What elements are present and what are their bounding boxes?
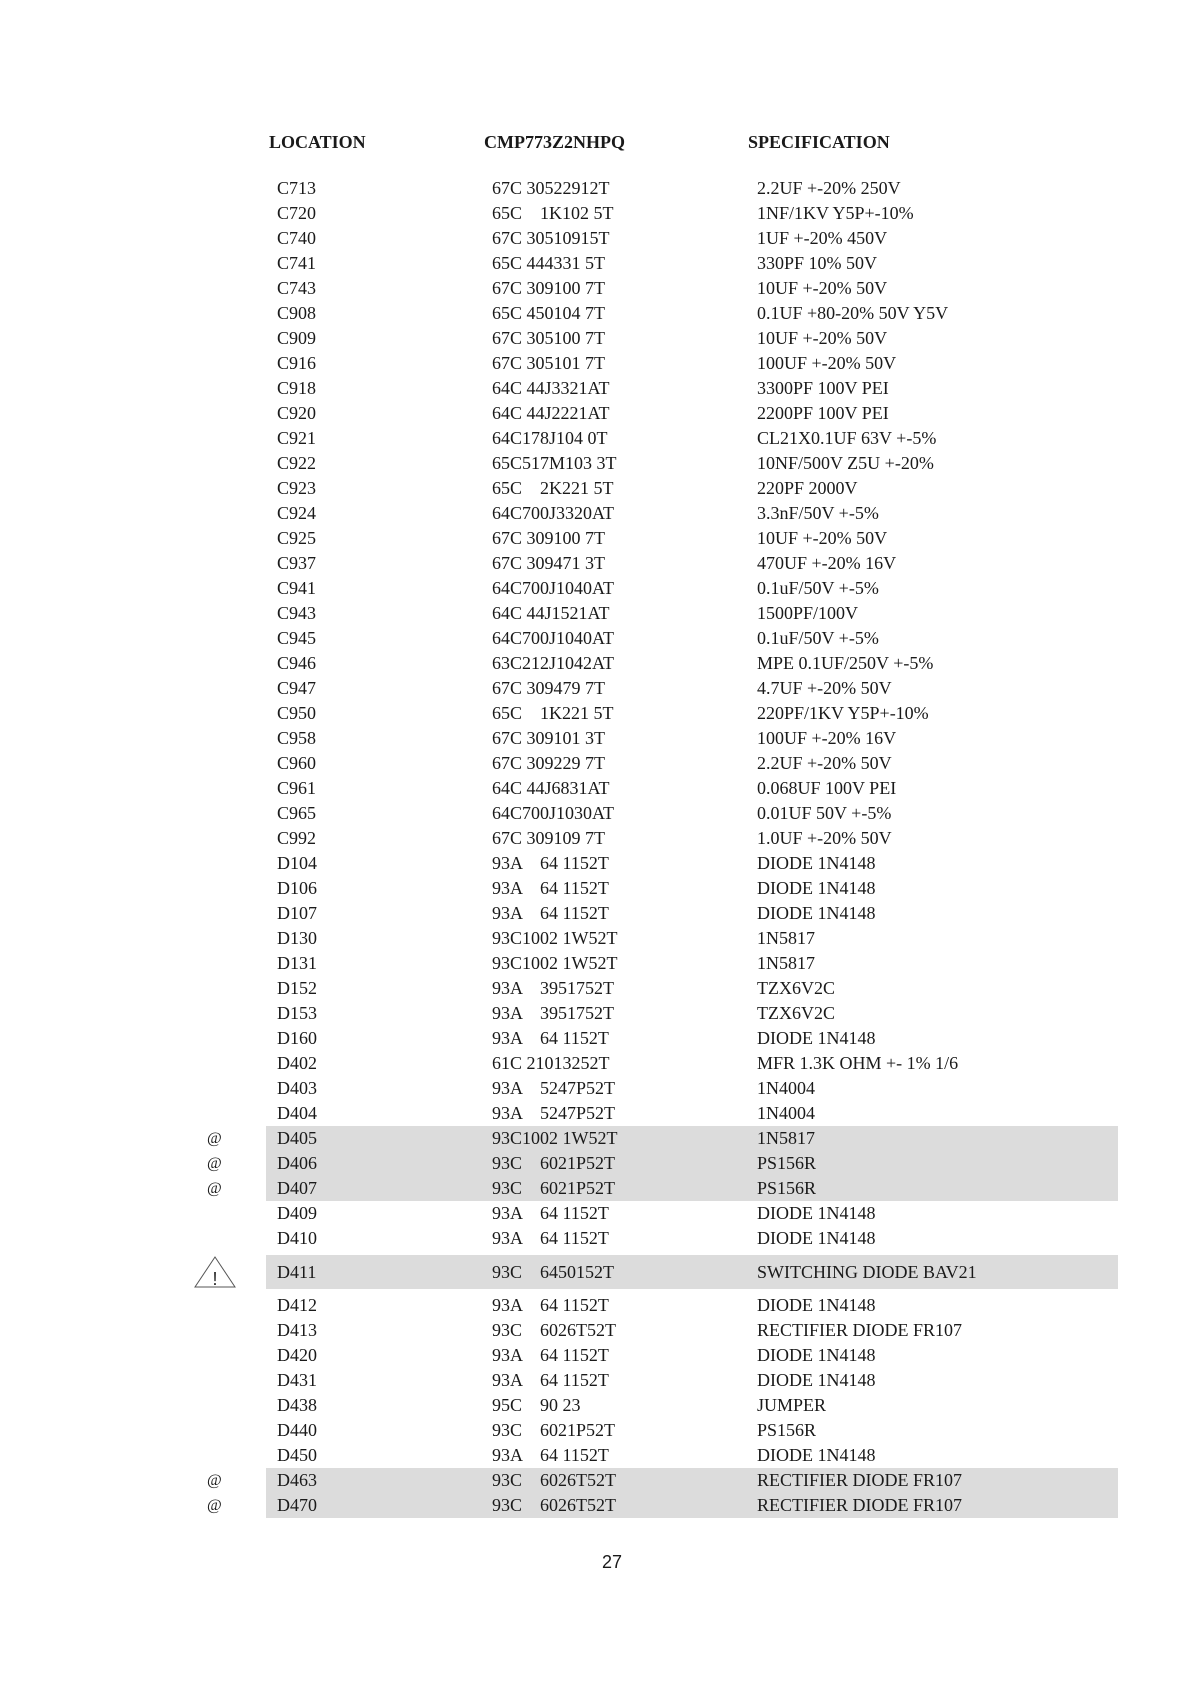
location-cell: D450 <box>277 1445 317 1465</box>
location-cell: D413 <box>277 1320 317 1340</box>
specification-cell: 2.2UF +-20% 50V <box>757 753 892 773</box>
table-row <box>0 1101 1191 1126</box>
part-number-cell: 93A 64 1152T <box>492 1295 609 1315</box>
table-row <box>0 701 1191 726</box>
part-number-cell: 64C178J104 0T <box>492 428 608 448</box>
table-row <box>0 576 1191 601</box>
location-cell: D404 <box>277 1103 317 1123</box>
part-number-cell: 93C 6021P52T <box>492 1178 616 1198</box>
specification-cell: PS156R <box>757 1178 817 1198</box>
location-cell: D440 <box>277 1420 317 1440</box>
table-row <box>0 726 1191 751</box>
specification-cell: MPE 0.1UF/250V +-5% <box>757 653 934 673</box>
table-row <box>0 1226 1191 1251</box>
part-number-cell: 93C1002 1W52T <box>492 928 618 948</box>
table-header <box>0 132 1191 156</box>
part-number-cell: 67C 309109 7T <box>492 828 606 848</box>
table-row <box>0 276 1191 301</box>
table-row <box>0 851 1191 876</box>
location-cell: D420 <box>277 1345 317 1365</box>
specification-cell: 1N5817 <box>757 953 815 973</box>
part-number-cell: 65C 2K221 5T <box>492 478 614 498</box>
part-number-cell: 93A 64 1152T <box>492 1228 609 1248</box>
table-row <box>0 1318 1191 1343</box>
part-number-cell: 93C1002 1W52T <box>492 1128 618 1148</box>
location-cell: D463 <box>277 1470 317 1490</box>
part-number-cell: 93C 6026T52T <box>492 1495 616 1515</box>
part-number-cell: 67C 309100 7T <box>492 278 606 298</box>
header-part-number: CMP773Z2NHPQ <box>484 132 625 152</box>
at-mark: @ <box>207 1180 222 1197</box>
specification-cell: 1.0UF +-20% 50V <box>757 828 892 848</box>
part-number-cell: 67C 309229 7T <box>492 753 606 773</box>
header-location: LOCATION <box>269 132 366 152</box>
table-row <box>0 826 1191 851</box>
specification-cell: DIODE 1N4148 <box>757 853 876 873</box>
table-row <box>0 1026 1191 1051</box>
part-number-cell: 65C517M103 3T <box>492 453 617 473</box>
table-row <box>0 451 1191 476</box>
row-highlight <box>266 1468 1118 1493</box>
table-row <box>0 1051 1191 1076</box>
part-number-cell: 95C 90 23 <box>492 1395 581 1415</box>
table-row <box>0 426 1191 451</box>
part-number-cell: 67C 30522912T <box>492 178 610 198</box>
specification-cell: 1N5817 <box>757 1128 815 1148</box>
part-number-cell: 65C 1K221 5T <box>492 703 614 723</box>
location-cell: C921 <box>277 428 317 448</box>
location-cell: C908 <box>277 303 317 323</box>
specification-cell: 0.068UF 100V PEI <box>757 778 897 798</box>
table-row <box>0 251 1191 276</box>
location-cell: C961 <box>277 778 317 798</box>
location-cell: C922 <box>277 453 317 473</box>
location-cell: C720 <box>277 203 317 223</box>
specification-cell: 4.7UF +-20% 50V <box>757 678 892 698</box>
location-cell: C937 <box>277 553 317 573</box>
table-row <box>0 776 1191 801</box>
table-row <box>0 401 1191 426</box>
specification-cell: 100UF +-20% 50V <box>757 353 897 373</box>
location-cell: C943 <box>277 603 317 623</box>
row-highlight <box>266 1255 1118 1289</box>
part-number-cell: 67C 309471 3T <box>492 553 606 573</box>
part-number-cell: 93A 64 1152T <box>492 1445 609 1465</box>
header-specification: SPECIFICATION <box>748 132 890 152</box>
table-row <box>0 1126 1191 1151</box>
location-cell: C713 <box>277 178 317 198</box>
location-cell: D160 <box>277 1028 317 1048</box>
part-number-cell: 64C 44J2221AT <box>492 403 610 423</box>
table-row <box>0 976 1191 1001</box>
table-row <box>0 951 1191 976</box>
location-cell: C960 <box>277 753 317 773</box>
specification-cell: 0.1uF/50V +-5% <box>757 628 879 648</box>
specification-cell: 470UF +-20% 16V <box>757 553 897 573</box>
specification-cell: 1NF/1KV Y5P+-10% <box>757 203 914 223</box>
at-mark: @ <box>207 1155 222 1172</box>
specification-cell: DIODE 1N4148 <box>757 1203 876 1223</box>
part-number-cell: 63C212J1042AT <box>492 653 615 673</box>
part-number-cell: 93A 64 1152T <box>492 1203 609 1223</box>
location-cell: D153 <box>277 1003 317 1023</box>
location-cell: C992 <box>277 828 317 848</box>
part-number-cell: 67C 309101 3T <box>492 728 606 748</box>
at-mark: @ <box>207 1472 222 1489</box>
location-cell: D438 <box>277 1395 317 1415</box>
specification-cell: 330PF 10% 50V <box>757 253 878 273</box>
location-cell: D131 <box>277 953 317 973</box>
part-number-cell: 67C 30510915T <box>492 228 610 248</box>
part-number-cell: 64C700J1040AT <box>492 628 615 648</box>
part-number-cell: 93C 6021P52T <box>492 1153 616 1173</box>
specification-cell: PS156R <box>757 1420 817 1440</box>
location-cell: D106 <box>277 878 317 898</box>
location-cell: C918 <box>277 378 317 398</box>
location-cell: C947 <box>277 678 317 698</box>
part-number-cell: 64C700J3320AT <box>492 503 615 523</box>
part-number-cell: 64C700J1030AT <box>492 803 615 823</box>
table-row <box>0 301 1191 326</box>
specification-cell: RECTIFIER DIODE FR107 <box>757 1320 963 1340</box>
specification-cell: TZX6V2C <box>757 978 835 998</box>
table-row <box>0 1176 1191 1201</box>
table-row <box>0 1001 1191 1026</box>
safety-warning-icon <box>193 1255 237 1289</box>
part-number-cell: 64C 44J1521AT <box>492 603 610 623</box>
table-row <box>0 376 1191 401</box>
location-cell: D470 <box>277 1495 317 1515</box>
location-cell: D407 <box>277 1178 317 1198</box>
specification-cell: MFR 1.3K OHM +- 1% 1/6 <box>757 1053 959 1073</box>
part-number-cell: 67C 309479 7T <box>492 678 606 698</box>
specification-cell: 0.01UF 50V +-5% <box>757 803 892 823</box>
location-cell: D410 <box>277 1228 317 1248</box>
exclamation-glyph: ! <box>212 1269 218 1289</box>
specification-cell: SWITCHING DIODE BAV21 <box>757 1262 977 1282</box>
table-row <box>0 1255 1191 1289</box>
location-cell: D409 <box>277 1203 317 1223</box>
location-cell: D411 <box>277 1262 317 1282</box>
table-row <box>0 1393 1191 1418</box>
location-cell: C941 <box>277 578 317 598</box>
specification-cell: 220PF/1KV Y5P+-10% <box>757 703 929 723</box>
part-number-cell: 93A 64 1152T <box>492 1345 609 1365</box>
location-cell: D405 <box>277 1128 317 1148</box>
location-cell: C740 <box>277 228 317 248</box>
part-number-cell: 65C 450104 7T <box>492 303 606 323</box>
location-cell: D107 <box>277 903 317 923</box>
row-highlight <box>266 1493 1118 1518</box>
table-row <box>0 1201 1191 1226</box>
table-row <box>0 351 1191 376</box>
location-cell: C909 <box>277 328 317 348</box>
specification-cell: DIODE 1N4148 <box>757 1295 876 1315</box>
part-number-cell: 93A 64 1152T <box>492 903 609 923</box>
part-number-cell: 93A 64 1152T <box>492 1028 609 1048</box>
table-row <box>0 526 1191 551</box>
location-cell: D104 <box>277 853 317 873</box>
location-cell: D402 <box>277 1053 317 1073</box>
part-number-cell: 93A 3951752T <box>492 978 615 998</box>
table-row <box>0 226 1191 251</box>
part-number-cell: 93A 5247P52T <box>492 1103 616 1123</box>
location-cell: C925 <box>277 528 317 548</box>
location-cell: C920 <box>277 403 317 423</box>
location-cell: C743 <box>277 278 317 298</box>
row-highlight <box>266 1176 1118 1201</box>
table-row <box>0 601 1191 626</box>
specification-cell: 100UF +-20% 16V <box>757 728 897 748</box>
part-number-cell: 67C 305101 7T <box>492 353 606 373</box>
part-number-cell: 67C 305100 7T <box>492 328 606 348</box>
location-cell: C741 <box>277 253 317 273</box>
at-mark: @ <box>207 1130 222 1147</box>
at-mark: @ <box>207 1497 222 1514</box>
table-row <box>0 1468 1191 1493</box>
location-cell: D152 <box>277 978 317 998</box>
part-number-cell: 67C 309100 7T <box>492 528 606 548</box>
table-row <box>0 1493 1191 1518</box>
part-number-cell: 64C 44J6831AT <box>492 778 610 798</box>
specification-cell: DIODE 1N4148 <box>757 878 876 898</box>
row-highlight <box>266 1126 1118 1151</box>
part-number-cell: 93A 64 1152T <box>492 853 609 873</box>
table-row <box>0 676 1191 701</box>
location-cell: D406 <box>277 1153 317 1173</box>
table-row <box>0 326 1191 351</box>
location-cell: D412 <box>277 1295 317 1315</box>
location-cell: C946 <box>277 653 317 673</box>
row-highlight <box>266 1151 1118 1176</box>
table-row <box>0 1368 1191 1393</box>
table-row <box>0 1418 1191 1443</box>
location-cell: C945 <box>277 628 317 648</box>
part-number-cell: 65C 444331 5T <box>492 253 606 273</box>
specification-cell: 0.1uF/50V +-5% <box>757 578 879 598</box>
table-row <box>0 926 1191 951</box>
specification-cell: 1UF +-20% 450V <box>757 228 888 248</box>
location-cell: D130 <box>277 928 317 948</box>
location-cell: D403 <box>277 1078 317 1098</box>
table-row <box>0 801 1191 826</box>
specification-cell: 1N4004 <box>757 1078 815 1098</box>
table-row <box>0 176 1191 201</box>
part-number-cell: 93C 6026T52T <box>492 1320 616 1340</box>
table-row <box>0 551 1191 576</box>
specification-cell: CL21X0.1UF 63V +-5% <box>757 428 937 448</box>
specification-cell: 1N4004 <box>757 1103 815 1123</box>
location-cell: C950 <box>277 703 317 723</box>
location-cell: C958 <box>277 728 317 748</box>
specification-cell: 2.2UF +-20% 250V <box>757 178 901 198</box>
specification-cell: DIODE 1N4148 <box>757 1445 876 1465</box>
specification-cell: JUMPER <box>757 1395 827 1415</box>
part-number-cell: 64C 44J3321AT <box>492 378 610 398</box>
specification-cell: 10UF +-20% 50V <box>757 528 888 548</box>
page-number: 27 <box>601 1552 623 1572</box>
part-number-cell: 93A 64 1152T <box>492 878 609 898</box>
specification-cell: RECTIFIER DIODE FR107 <box>757 1495 963 1515</box>
parts-table <box>0 176 1191 1518</box>
table-row <box>0 1076 1191 1101</box>
specification-cell: PS156R <box>757 1153 817 1173</box>
part-number-cell: 93A 5247P52T <box>492 1078 616 1098</box>
table-row <box>0 1343 1191 1368</box>
part-number-cell: 93C 6450152T <box>492 1262 615 1282</box>
part-number-cell: 65C 1K102 5T <box>492 203 614 223</box>
part-number-cell: 93C 6026T52T <box>492 1470 616 1490</box>
location-cell: C923 <box>277 478 317 498</box>
specification-cell: 10UF +-20% 50V <box>757 278 888 298</box>
specification-cell: 10UF +-20% 50V <box>757 328 888 348</box>
part-number-cell: 61C 21013252T <box>492 1053 610 1073</box>
specification-cell: 10NF/500V Z5U +-20% <box>757 453 934 473</box>
table-row <box>0 1151 1191 1176</box>
specification-cell: DIODE 1N4148 <box>757 903 876 923</box>
specification-cell: DIODE 1N4148 <box>757 1345 876 1365</box>
specification-cell: RECTIFIER DIODE FR107 <box>757 1470 963 1490</box>
table-row <box>0 651 1191 676</box>
specification-cell: 3300PF 100V PEI <box>757 378 889 398</box>
table-row <box>0 476 1191 501</box>
specification-cell: 1N5817 <box>757 928 815 948</box>
table-row <box>0 901 1191 926</box>
table-row <box>0 1293 1191 1318</box>
location-cell: D431 <box>277 1370 317 1390</box>
specification-cell: TZX6V2C <box>757 1003 835 1023</box>
part-number-cell: 93A 3951752T <box>492 1003 615 1023</box>
specification-cell: DIODE 1N4148 <box>757 1228 876 1248</box>
location-cell: C965 <box>277 803 317 823</box>
table-row <box>0 751 1191 776</box>
table-row <box>0 201 1191 226</box>
part-number-cell: 93A 64 1152T <box>492 1370 609 1390</box>
specification-cell: DIODE 1N4148 <box>757 1370 876 1390</box>
part-number-cell: 64C700J1040AT <box>492 578 615 598</box>
specification-cell: 2200PF 100V PEI <box>757 403 889 423</box>
specification-cell: 1500PF/100V <box>757 603 859 623</box>
part-number-cell: 93C 6021P52T <box>492 1420 616 1440</box>
specification-cell: 0.1UF +80-20% 50V Y5V <box>757 303 949 323</box>
table-row <box>0 626 1191 651</box>
table-row <box>0 1443 1191 1468</box>
location-cell: C916 <box>277 353 317 373</box>
specification-cell: 220PF 2000V <box>757 478 858 498</box>
specification-cell: DIODE 1N4148 <box>757 1028 876 1048</box>
part-number-cell: 93C1002 1W52T <box>492 953 618 973</box>
table-row <box>0 876 1191 901</box>
table-row <box>0 501 1191 526</box>
location-cell: C924 <box>277 503 317 523</box>
specification-cell: 3.3nF/50V +-5% <box>757 503 879 523</box>
